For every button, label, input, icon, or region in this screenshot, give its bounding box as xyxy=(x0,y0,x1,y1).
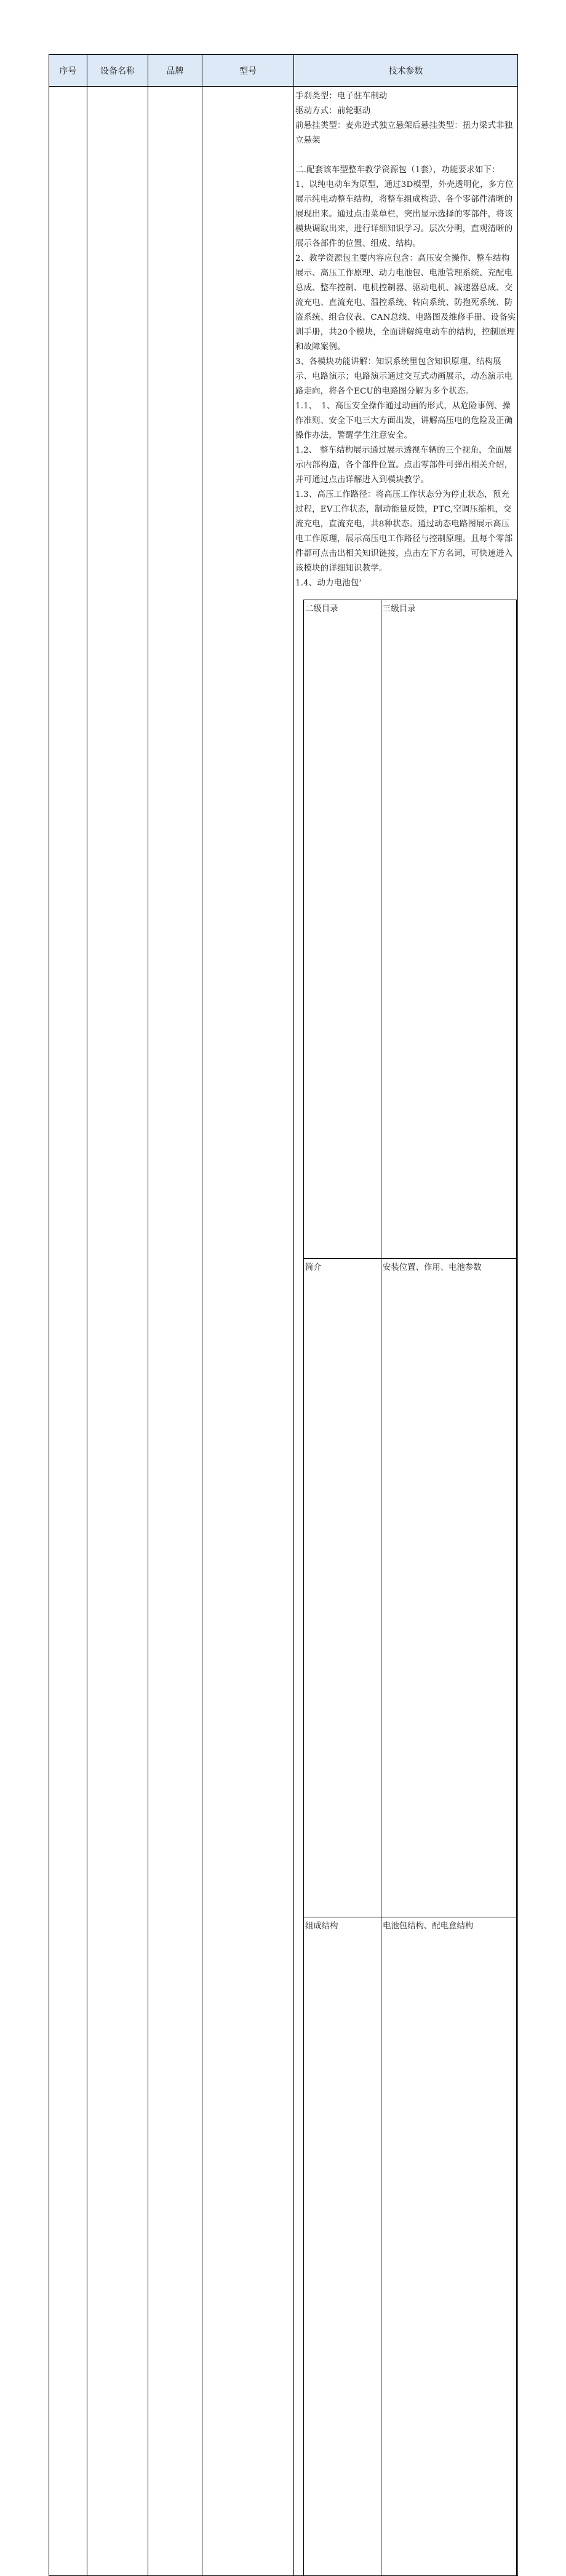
cell-model xyxy=(202,87,294,2576)
header-serial-number: 序号 xyxy=(49,55,87,87)
cell-technical-params xyxy=(294,87,518,2576)
param-line: 手刹类型：电子驻车制动 xyxy=(295,92,388,101)
param-line: 1.3、高压工作路径：将高压工作状态分为停止状态，预充过程，EV工作状态，制动能量反馈，PTC,空调压缩机，交流充电，直流充电，共8种状态。通过动态电路图展示高压电工作原理，展示高压电工作路径与控制原理。且每个零部件都可点击出相关知识链接，点击左下方名词，可快速进入该模块的详细知识教学。 xyxy=(295,490,513,573)
param-line: 前悬挂类型：麦弗逊式独立悬架后悬挂类型：扭力梁式非独立悬架 xyxy=(295,121,513,145)
cell-brand xyxy=(148,87,202,2576)
battery-pack-directory-table xyxy=(303,600,517,2575)
sub-table-header-row xyxy=(304,600,517,1259)
table-row xyxy=(304,1259,517,1917)
sub-header-level-2: 二级目录 xyxy=(304,600,381,1259)
technical-params-text xyxy=(294,87,517,591)
param-line: 2、教学资源包主要内容应包含：高压安全操作、整车结构展示、高压工作原理、动力电池包、电池管理系统、充配电总成、整车控制、电机控制器、驱动电机、减速器总成、交流充电、直流充电、温控系统、转向系统、防抱死系统、防盗系统、组合仪表、CAN总线、电路图及维修手册、设备实训手册，共20个模块，全面讲解纯电动车的结构，控制原理和故障案例。 xyxy=(295,254,516,352)
equipment-spec-table xyxy=(49,54,518,2576)
sub-cell: 组成结构 xyxy=(304,1917,381,2576)
header-model: 型号 xyxy=(202,55,294,87)
sub-header-level-3: 三级目录 xyxy=(381,600,517,1259)
param-line: 1.1、 1、高压安全操作通过动画的形式，从危险事例、操作准则、安全下电三大方面出发，讲解高压电的危险及正确操作办法，警醒学生注意安全。 xyxy=(295,402,513,440)
table-header-row xyxy=(49,55,518,87)
sub-cell: 电池包结构、配电盒结构 xyxy=(381,1917,517,2576)
header-device-name: 设备名称 xyxy=(87,55,148,87)
header-brand: 品牌 xyxy=(148,55,202,87)
param-line: 驱动方式：前轮驱动 xyxy=(295,106,371,116)
sub-cell: 简介 xyxy=(304,1259,381,1917)
cell-serial-number xyxy=(49,87,87,2576)
param-line: 3、各模块功能讲解：知识系统里包含知识原理、结构展示、电路演示；电路演示通过交互式动画展示，动态演示电路走向，将各个ECU的电路图分解为多个状态。 xyxy=(295,357,513,396)
blank-line xyxy=(295,148,517,163)
param-line: 1、以纯电动车为原型，通过3D模型，外壳透明化，多方位展示纯电动整车结构，将整车组成构造、各个零部件清晰的展现出来。通过点击菜单栏，突出显示选择的零部件，将该模块调取出来，进行详细知识学习。层次分明，直观清晰的展示各部件的位置、组成、结构。 xyxy=(295,180,514,248)
sub-cell: 安装位置、作用、电池参数 xyxy=(381,1259,517,1917)
header-technical-params: 技术参数 xyxy=(294,55,518,87)
param-line: 1.2、 整车结构展示通过展示透视车辆的三个视角，全面展示内部构造，各个部件位置。点击零部件可弹出相关介绍，并可通过点击详解进入到模块教学。 xyxy=(295,446,513,485)
param-line: 二.配套该车型整车教学资源包（1套），功能要求如下： xyxy=(295,165,500,175)
table-row xyxy=(49,87,518,2576)
table-row xyxy=(304,1917,517,2576)
param-line: 1.4、动力电池包’ xyxy=(295,579,362,588)
cell-device-name xyxy=(87,87,148,2576)
